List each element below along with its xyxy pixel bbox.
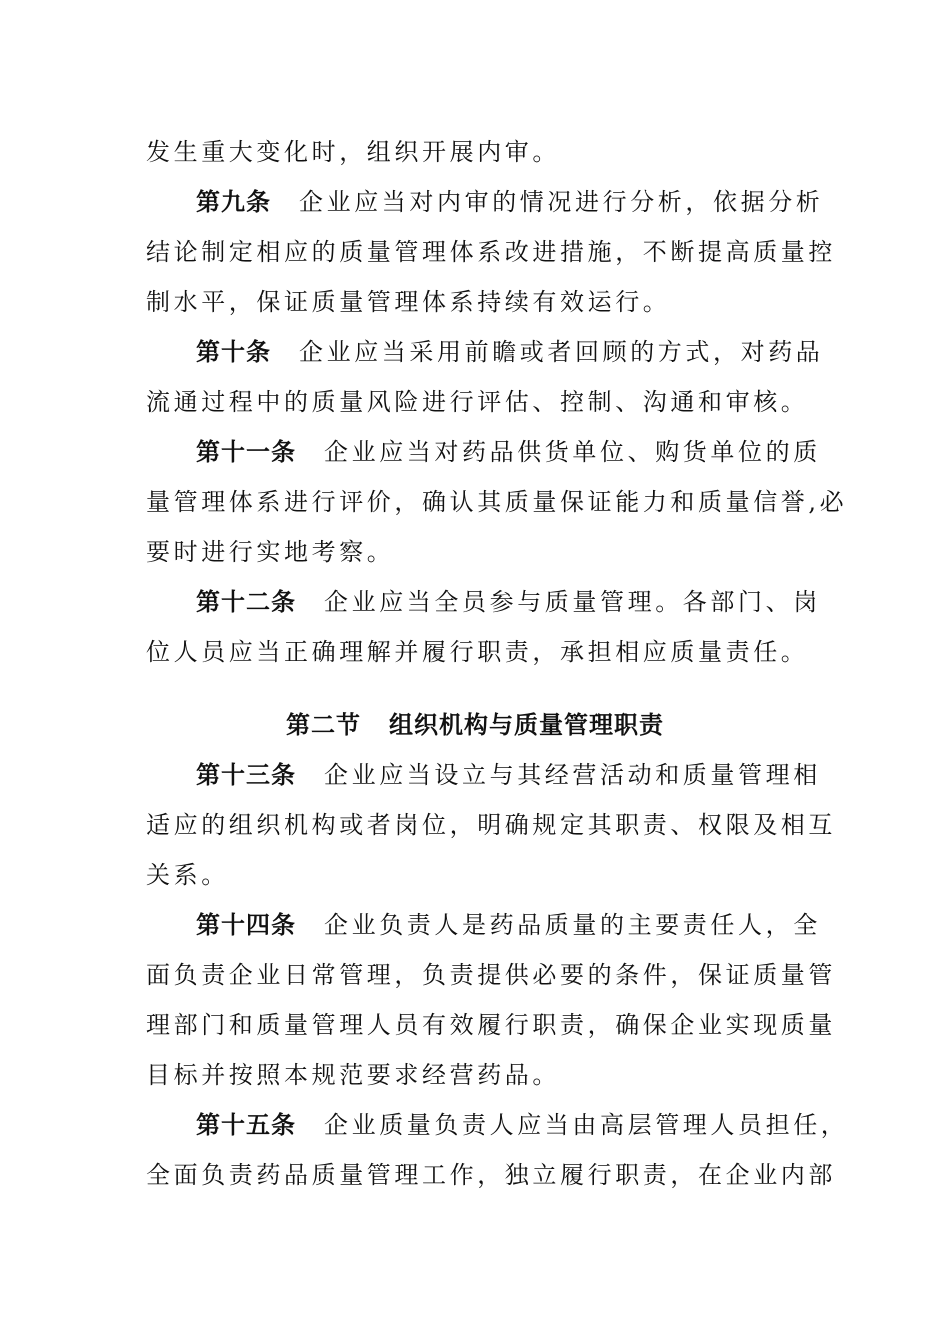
article-13-label: 第十三条 [196,761,296,789]
text-line: 位人员应当正确理解并履行职责，承担相应质量责任。 [146,638,809,666]
section-title: 组织机构与质量管理职责 [389,711,664,739]
section-number: 第二节 [286,711,361,739]
text-line: 制水平，保证质量管理体系持续有效运行。 [146,288,671,316]
article-9-text: 企业应当对内审的情况进行分析，依据分析 [299,188,824,216]
article-15-text: 企业质量负责人应当由高层管理人员担任， [324,1111,849,1139]
article-12-text: 企业应当全员参与质量管理。各部门、岗 [324,588,821,616]
article-11-line-1 [196,435,821,469]
article-9-line-1 [196,185,824,219]
text-line: 流通过程中的质量风险进行评估、控制、沟通和审核。 [146,388,809,416]
text-line: 要时进行实地考察。 [146,538,395,566]
article-10-label: 第十条 [196,338,271,366]
article-15-line-1 [196,1108,849,1142]
article-13-text: 企业应当设立与其经营活动和质量管理相 [324,761,821,789]
text-line: 面负责企业日常管理，负责提供必要的条件，保证质量管 [146,961,836,989]
text-line: 发生重大变化时，组织开展内审。 [146,138,560,166]
article-12-line-1 [196,585,821,619]
text-line: 理部门和质量管理人员有效履行职责，确保企业实现质量 [146,1011,836,1039]
article-12-label: 第十二条 [196,588,296,616]
article-9-label: 第九条 [196,188,271,216]
text-line: 关系。 [146,861,229,889]
article-10-text: 企业应当采用前瞻或者回顾的方式，对药品 [299,338,824,366]
text-line: 全面负责药品质量管理工作，独立履行职责，在企业内部 [146,1161,836,1189]
text-line: 量管理体系进行评价，确认其质量保证能力和质量信誉,必 [146,488,848,516]
article-11-label: 第十一条 [196,438,296,466]
article-14-text: 企业负责人是药品质量的主要责任人，全 [324,911,821,939]
text-line: 结论制定相应的质量管理体系改进措施，不断提高质量控 [146,238,836,266]
article-14-label: 第十四条 [196,911,296,939]
article-13-line-1 [196,758,821,792]
article-10-line-1 [196,335,824,369]
article-11-text: 企业应当对药品供货单位、购货单位的质 [324,438,821,466]
section-heading [0,708,950,742]
article-14-line-1 [196,908,821,942]
text-line: 适应的组织机构或者岗位，明确规定其职责、权限及相互 [146,811,836,839]
text-line: 目标并按照本规范要求经营药品。 [146,1061,560,1089]
article-15-label: 第十五条 [196,1111,296,1139]
